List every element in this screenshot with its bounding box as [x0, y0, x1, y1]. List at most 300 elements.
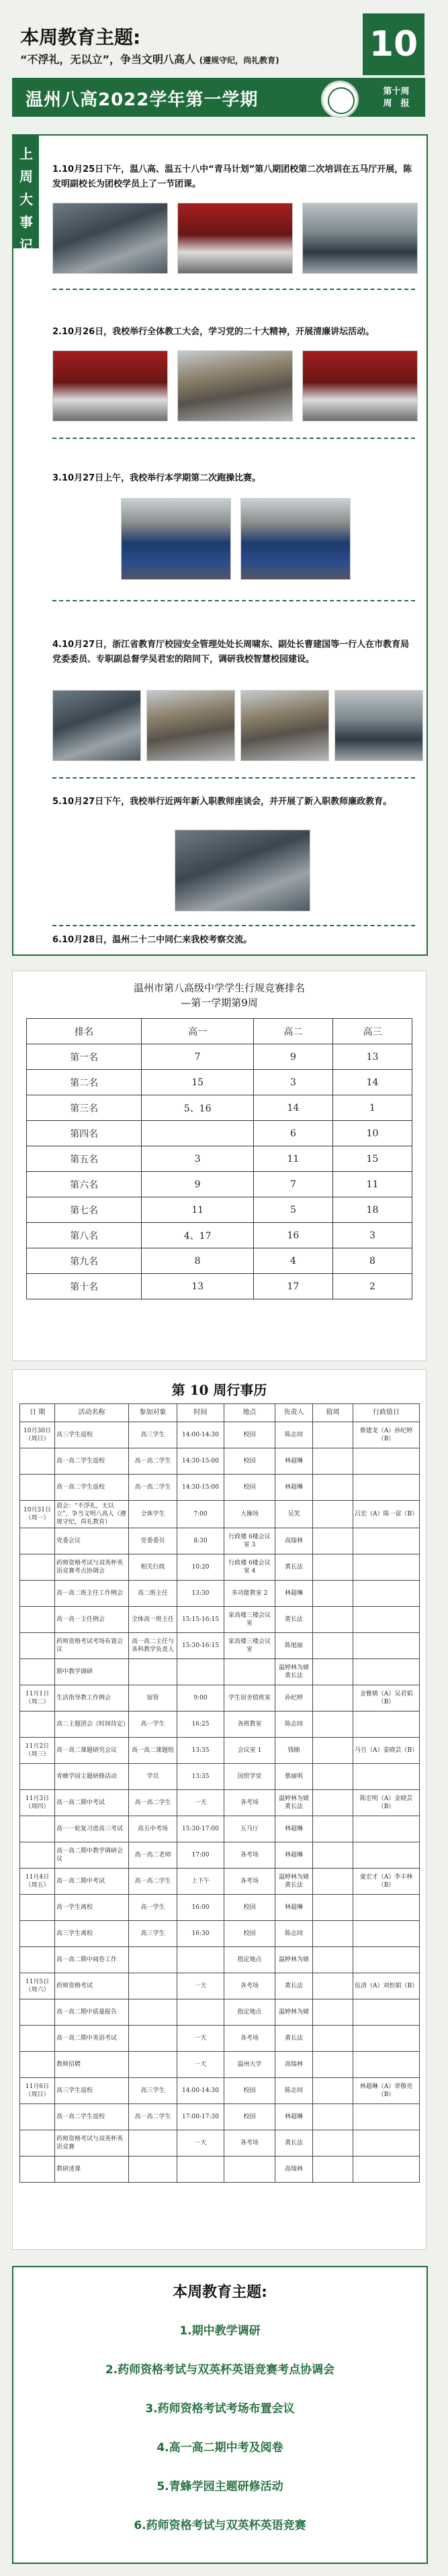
calendar-cell: 指定地点 [224, 1999, 275, 2026]
calendar-row [20, 1475, 420, 1501]
calendar-cell [353, 1842, 420, 1869]
calendar-cell: 温婷林为婧黄长法 [275, 1790, 313, 1816]
ranking-cell: 3 [253, 1070, 332, 1095]
school-logo-icon [321, 81, 359, 118]
calendar-cell [313, 2026, 353, 2052]
calendar-cell: 11月5日（周六） [20, 1973, 55, 1999]
calendar-row [20, 1895, 420, 1921]
calendar-cell: 17:00-17:30 [177, 2104, 224, 2130]
weekly-calendar-section [12, 1369, 427, 2250]
calendar-cell: 相关行政 [129, 1554, 177, 1581]
ranking-row [27, 1070, 412, 1095]
calendar-cell: 林超琳 [275, 1581, 313, 1607]
calendar-row [20, 2157, 420, 2183]
calendar-cell [20, 2052, 55, 2078]
calendar-cell [353, 1895, 420, 1921]
calendar-cell [313, 2157, 353, 2183]
calendar-cell [129, 1973, 177, 1999]
calendar-cell [20, 1816, 55, 1842]
ranking-row [27, 1248, 412, 1274]
calendar-row [20, 1685, 420, 1712]
calendar-cell [353, 2104, 420, 2130]
calendar-cell: 16:25 [177, 1712, 224, 1738]
calendar-cell: 高一高一主任例会 [55, 1607, 129, 1633]
calendar-cell: 10:20 [177, 1554, 224, 1581]
ranking-title: 温州市第八高级中学学生行规竞赛排名 —第一学期第9周 [133, 982, 305, 1009]
event-photos [121, 498, 351, 580]
calendar-cell: 高三学生离校 [55, 1921, 129, 1947]
ranking-cell: 6 [253, 1121, 332, 1146]
ranking-cell: 14 [332, 1070, 412, 1095]
calendar-cell [313, 1999, 353, 2026]
calendar-title: 第 10 周行事历 [171, 1382, 267, 1398]
issue-label [376, 86, 416, 110]
calendar-cell: 金雅婧（A）吴君韬（B） [353, 1685, 420, 1712]
calendar-cell: 高一高二期中教学调研会议 [55, 1842, 129, 1869]
calendar-cell: 全体高一班主任 [129, 1607, 177, 1633]
calendar-cell: 高一高二期中阅卷工作 [55, 1947, 129, 1973]
calendar-cell [20, 2130, 55, 2157]
calendar-cell: 校园 [224, 2078, 275, 2104]
calendar-cell [313, 1659, 353, 1685]
school-title-bar [12, 78, 425, 117]
calendar-cell: 指定地点 [224, 1947, 275, 1973]
calendar-cell [20, 1633, 55, 1659]
calendar-row [20, 1528, 420, 1554]
event-photo [334, 690, 423, 761]
calendar-row [20, 1921, 420, 1947]
calendar-row [20, 1842, 420, 1869]
theme-main-text: “不浮礼，无以立”，争当文明八高人 [20, 53, 196, 66]
ranking-cell: 8 [142, 1248, 254, 1274]
calendar-cell: 高五中考场 [129, 1816, 177, 1842]
calendar-cell: 一天 [177, 2130, 224, 2157]
ranking-cell: 11 [253, 1146, 332, 1172]
calendar-cell: 高一高二学生返校 [55, 1448, 129, 1475]
calendar-cell: 高三学生返校 [55, 2078, 129, 2104]
calendar-cell: 13:35 [177, 1764, 224, 1790]
ranking-cell: 第三名 [27, 1095, 142, 1121]
calendar-cell [353, 2026, 420, 2052]
calendar-header-cell: 活动名称 [55, 1404, 129, 1422]
calendar-row [20, 1764, 420, 1790]
ranking-cell: 第八名 [27, 1223, 142, 1248]
calendar-cell: 14:00-14:30 [177, 1422, 224, 1448]
calendar-cell [313, 1475, 353, 1501]
calendar-cell: 14:00-14:30 [177, 2078, 224, 2104]
last-week-side-label: 上 周 大 事 记 [13, 136, 39, 248]
calendar-cell: 各班教室 [224, 1712, 275, 1738]
calendar-cell: 高一高二学生 [129, 2104, 177, 2130]
ranking-row [27, 1223, 412, 1248]
ranking-table [26, 1018, 412, 1299]
ranking-cell: 1 [332, 1095, 412, 1121]
calendar-cell [177, 2157, 224, 2183]
calendar-cell: 家高楼三楼会议室 [224, 1607, 275, 1633]
this-week-item: 2.药师资格考试与双英杯英语竞赛考点协调会 [105, 2363, 335, 2377]
calendar-cell [313, 1554, 353, 1581]
calendar-cell: 会议室 1 [224, 1738, 275, 1764]
this-week-theme-section [12, 2266, 428, 2564]
calendar-cell: 学员 [129, 1764, 177, 1790]
calendar-cell [313, 1947, 353, 1973]
calendar-cell: 高三学生返校 [55, 1422, 129, 1448]
ranking-cell: 5、16 [142, 1095, 254, 1121]
calendar-cell: 蔡建龙（A）孙纪婷（B） [353, 1422, 420, 1448]
calendar-cell: 高一高二期中考试 [55, 1869, 129, 1895]
calendar-row [20, 2026, 420, 2052]
ranking-cell: 3 [142, 1146, 254, 1172]
calendar-cell: 高二主题团会（时间待定） [55, 1712, 129, 1738]
ranking-cell: 8 [332, 1248, 412, 1274]
calendar-cell: 林超琳 [275, 1475, 313, 1501]
calendar-cell [313, 2130, 353, 2157]
ranking-cell: 2 [332, 1274, 412, 1299]
calendar-cell: 林超琳 [275, 2104, 313, 2130]
issue-label-report: 周 报 [383, 99, 410, 109]
section-divider [52, 289, 415, 290]
calendar-cell [20, 1659, 55, 1685]
calendar-cell: 药师资格考试与双英杯英语竞赛考点协调会 [55, 1554, 129, 1581]
calendar-cell: 温州大学 [224, 2052, 275, 2078]
calendar-cell [313, 1895, 353, 1921]
calendar-row [20, 1973, 420, 1999]
calendar-cell: 孙纪婷 [275, 1685, 313, 1712]
calendar-cell: 钱顺 [275, 1738, 313, 1764]
calendar-cell [313, 1633, 353, 1659]
ranking-cell: 11 [332, 1172, 412, 1197]
calendar-cell: 高一高二主任与各科教学负责人 [129, 1633, 177, 1659]
calendar-row [20, 2104, 420, 2130]
calendar-cell [129, 2130, 177, 2157]
calendar-cell: 高一高二学生返校 [55, 1475, 129, 1501]
calendar-cell: 11月1日（周二） [20, 1685, 55, 1712]
ranking-cell: 第十名 [27, 1274, 142, 1299]
calendar-cell: 高一高二课题组 [129, 1738, 177, 1764]
calendar-cell: 校园 [224, 1475, 275, 1501]
ranking-cell: 第五名 [27, 1146, 142, 1172]
event-item: 3.10月27日上午，我校举行本学期第二次跑操比赛。 [52, 473, 261, 483]
ranking-cell: 10 [332, 1121, 412, 1146]
calendar-cell: 行政楼 6楼会议室 4 [224, 1554, 275, 1581]
ranking-row [27, 1274, 412, 1299]
calendar-cell [313, 1528, 353, 1554]
calendar-cell [353, 1921, 420, 1947]
ranking-row [27, 1044, 412, 1070]
calendar-cell: 各考场 [224, 2130, 275, 2157]
calendar-cell: 高一高二学生返校 [55, 2104, 129, 2130]
event-photo [52, 350, 168, 422]
ranking-row [27, 1121, 412, 1146]
calendar-cell: 期中教学调研 [55, 1659, 129, 1685]
calendar-cell: 高瑞林 [275, 2052, 313, 2078]
calendar-cell: 10月30日（周日） [20, 1422, 55, 1448]
calendar-cell: 林超琳（A）章敬亮（B） [353, 2078, 420, 2104]
issue-label-week: 第十周 [383, 87, 410, 97]
event-photo [240, 498, 351, 580]
education-theme-title: 本周教育主题: [20, 26, 141, 48]
calendar-cell: 16:30 [177, 1921, 224, 1947]
calendar-cell: 高一高二期中考试 [55, 1790, 129, 1816]
calendar-cell: 16:00 [177, 1895, 224, 1921]
calendar-row [20, 1448, 420, 1475]
event-item: 4.10月27日，浙江省教育厅校园安全管理处处长周啸东、副处长曹建国等一行人在市教育局党委委员、专职副总督学吴君宏的陪同下，调研我校智慧校园建设。 [52, 640, 410, 664]
calendar-cell: 11月3日（周四） [20, 1790, 55, 1816]
calendar-cell [20, 1764, 55, 1790]
ranking-cell: 11 [142, 1197, 254, 1223]
calendar-row [20, 2052, 420, 2078]
ranking-row [27, 1172, 412, 1197]
ranking-cell: 第七名 [27, 1197, 142, 1223]
calendar-cell [353, 1581, 420, 1607]
calendar-row [20, 2130, 420, 2157]
calendar-cell: 党委委员 [129, 1528, 177, 1554]
calendar-header-row [20, 1404, 420, 1422]
calendar-cell [353, 1999, 420, 2026]
this-week-item: 3.药师资格考试考场布置会议 [145, 2402, 295, 2416]
calendar-cell: 五马厅 [224, 1816, 275, 1842]
ranking-cell: 4 [253, 1248, 332, 1274]
calendar-row [20, 1422, 420, 1448]
calendar-cell [20, 2157, 55, 2183]
calendar-cell: 高三学生 [129, 1422, 177, 1448]
section-divider [52, 600, 415, 601]
calendar-header-cell: 行政值日 [353, 1404, 420, 1422]
calendar-row [20, 1554, 420, 1581]
calendar-cell: 林超琳 [275, 1816, 313, 1842]
calendar-cell: 11月6日（周日） [20, 2078, 55, 2104]
calendar-cell: 黄长法 [275, 2130, 313, 2157]
calendar-cell: 黄长法 [275, 2026, 313, 2052]
calendar-cell [224, 2157, 275, 2183]
section-divider [52, 925, 415, 926]
calendar-cell: 校园 [224, 1448, 275, 1475]
calendar-cell: 温婷林为婧黄长法 [275, 1869, 313, 1895]
calendar-row [20, 1999, 420, 2026]
event-photos [52, 203, 418, 274]
ranking-cell: 17 [253, 1274, 332, 1299]
calendar-cell: 马旦（A）姜晓芸（B） [353, 1738, 420, 1764]
calendar-cell: 高一高二学生 [129, 1475, 177, 1501]
calendar-cell: 高一高二期中质量报告 [55, 1999, 129, 2026]
calendar-cell: 各考场 [224, 1790, 275, 1816]
calendar-cell: 14:30-15:00 [177, 1475, 224, 1501]
calendar-cell [129, 2157, 177, 2183]
event-photo [177, 350, 293, 422]
calendar-cell: 高一高二学生 [129, 1869, 177, 1895]
calendar-cell [313, 1685, 353, 1712]
event-photo [302, 350, 418, 422]
ranking-cell [142, 1121, 254, 1146]
calendar-cell [20, 1947, 55, 1973]
calendar-header-cell: 参加对象 [129, 1404, 177, 1422]
event-photo [302, 203, 418, 274]
calendar-cell [20, 1712, 55, 1738]
ranking-cell: 16 [253, 1223, 332, 1248]
ranking-header-cell: 排名 [27, 1019, 142, 1044]
calendar-header-cell: 负责人 [275, 1404, 313, 1422]
calendar-cell: 温婷林为婧 [275, 1947, 313, 1973]
calendar-header-cell: 日 期 [20, 1404, 55, 1422]
calendar-cell [313, 1790, 353, 1816]
calendar-cell: 高一高二期中英语考试 [55, 2026, 129, 2052]
event-photo [52, 203, 168, 274]
calendar-cell [313, 2104, 353, 2130]
calendar-cell: 吴笑 [275, 1501, 313, 1528]
calendar-cell: 各考场 [224, 1869, 275, 1895]
ranking-cell: 13 [142, 1274, 254, 1299]
this-week-item: 6.药师资格考试与双英杯英语竞赛 [134, 2519, 306, 2532]
calendar-cell [353, 1764, 420, 1790]
event-item: 1.10月25日下午，温八高、温五十八中“青马计划”第八期团校第二次培训在五马厅开展，陈发明副校长为团校学员上了一节团课。 [52, 164, 412, 189]
calendar-cell: 宿管 [129, 1685, 177, 1712]
calendar-cell: 温婷林为婧黄长法 [275, 1659, 313, 1685]
issue-number: 10 [369, 24, 418, 64]
calendar-cell [353, 2052, 420, 2078]
ranking-cell: 第四名 [27, 1121, 142, 1146]
calendar-cell [353, 1448, 420, 1475]
calendar-cell [129, 2052, 177, 2078]
calendar-cell: 一天 [177, 2052, 224, 2078]
calendar-cell: 林超琳 [275, 1448, 313, 1475]
section-divider [52, 777, 415, 779]
calendar-cell: 药师资格考试与双英杯英语竞赛 [55, 2130, 129, 2157]
calendar-cell [20, 2104, 55, 2130]
calendar-cell: 陈志同 [275, 1921, 313, 1947]
calendar-cell: 9:00 [177, 1685, 224, 1712]
calendar-cell [313, 1712, 353, 1738]
calendar-cell: 11月2日（周三） [20, 1738, 55, 1764]
calendar-cell: 高一高二学生 [129, 1448, 177, 1475]
calendar-cell [20, 1581, 55, 1607]
school-title: 温州八高2022学年第一学期 [26, 90, 259, 110]
calendar-row [20, 2078, 420, 2104]
calendar-cell: 一天 [177, 1790, 224, 1816]
ranking-cell: 18 [332, 1197, 412, 1223]
event-photo [240, 690, 329, 761]
calendar-cell: 校园 [224, 1921, 275, 1947]
calendar-cell: 家高楼三楼会议室 [224, 1633, 275, 1659]
this-week-title: 本周教育主题: [173, 2284, 267, 2301]
calendar-cell [313, 1973, 353, 1999]
calendar-cell [313, 1448, 353, 1475]
calendar-header-cell: 地点 [224, 1404, 275, 1422]
calendar-cell [129, 2026, 177, 2052]
calendar-cell: 各考场 [224, 1842, 275, 1869]
theme-small-text: (遵规守纪，尚礼教育) [199, 56, 279, 65]
calendar-cell: 党委会议 [55, 1528, 129, 1554]
calendar-cell: 全体学生 [129, 1501, 177, 1528]
calendar-cell [313, 1921, 353, 1947]
conduct-ranking-section [12, 971, 427, 1361]
calendar-row [20, 1947, 420, 1973]
calendar-cell [20, 1607, 55, 1633]
calendar-cell: 高一高二学生 [129, 1790, 177, 1816]
calendar-cell: 15:30-16:15 [177, 1633, 224, 1659]
calendar-cell: 高一一轮复习进高三考试 [55, 1816, 129, 1842]
ranking-cell: 13 [332, 1044, 412, 1070]
calendar-cell: 15:15-16:15 [177, 1607, 224, 1633]
calendar-cell: 黄长法 [275, 1973, 313, 1999]
calendar-row [20, 1633, 420, 1659]
report-header [0, 0, 448, 124]
calendar-cell: 药师资格考试 [55, 1973, 129, 1999]
calendar-cell: 校园 [224, 2104, 275, 2130]
calendar-cell: 高三学生 [129, 2078, 177, 2104]
calendar-cell [353, 1633, 420, 1659]
calendar-cell: 10月31日（周一） [20, 1501, 55, 1528]
calendar-cell: 13:35 [177, 1738, 224, 1764]
calendar-cell: 林超琳 [275, 1842, 313, 1869]
event-item: 6.10月28日，温州二十二中同仁来我校考察交流。 [52, 935, 253, 945]
calendar-cell [313, 2052, 353, 2078]
calendar-cell [353, 1947, 420, 1973]
ranking-header-cell: 高一 [142, 1019, 254, 1044]
calendar-cell: 17:00 [177, 1842, 224, 1869]
calendar-cell [353, 1528, 420, 1554]
calendar-cell: 陈志同 [275, 1422, 313, 1448]
calendar-header-cell: 时间 [177, 1404, 224, 1422]
calendar-cell [20, 1448, 55, 1475]
calendar-cell: 学生宿舍值班室 [224, 1685, 275, 1712]
calendar-row [20, 1790, 420, 1816]
calendar-cell: 大操场 [224, 1501, 275, 1528]
ranking-row [27, 1095, 412, 1121]
calendar-cell: 陈旭丽 [275, 1633, 313, 1659]
event-photos [52, 690, 423, 761]
calendar-cell [353, 1607, 420, 1633]
calendar-cell [129, 1999, 177, 2026]
event-photo [121, 498, 231, 580]
calendar-cell [177, 1659, 224, 1685]
calendar-cell: 校园 [224, 1895, 275, 1921]
calendar-table [19, 1403, 420, 2183]
calendar-cell: 行政楼 6楼会议室 3 [224, 1528, 275, 1554]
calendar-cell [313, 1869, 353, 1895]
calendar-cell: 高一高二课题研究会议 [55, 1738, 129, 1764]
calendar-cell: 蔡丽明 [275, 1764, 313, 1790]
ranking-header-cell: 高二 [253, 1019, 332, 1044]
calendar-row [20, 1659, 420, 1685]
ranking-cell: 7 [142, 1044, 254, 1070]
calendar-cell [353, 1475, 420, 1501]
calendar-cell [313, 1816, 353, 1842]
section-divider [52, 438, 415, 439]
event-photos [52, 350, 418, 422]
calendar-cell: 一天 [177, 2026, 224, 2052]
ranking-cell: 3 [332, 1223, 412, 1248]
calendar-cell: 陈志同 [275, 2078, 313, 2104]
ranking-row [27, 1146, 412, 1172]
calendar-cell [129, 1659, 177, 1685]
calendar-cell [20, 1921, 55, 1947]
calendar-row [20, 1581, 420, 1607]
calendar-header-cell: 值周 [313, 1404, 353, 1422]
calendar-cell: 15:30-17:00 [177, 1816, 224, 1842]
calendar-cell: 高瑞林 [275, 1528, 313, 1554]
calendar-cell [177, 1947, 224, 1973]
event-photo [175, 830, 310, 911]
calendar-cell [20, 1842, 55, 1869]
event-photo [177, 203, 293, 274]
this-week-item: 5.青蜂学园主题研修活动 [156, 2480, 283, 2493]
calendar-cell [313, 1501, 353, 1528]
ranking-cell: 15 [332, 1146, 412, 1172]
calendar-cell [353, 2157, 420, 2183]
ranking-cell: 4、17 [142, 1223, 254, 1248]
education-theme-subtitle [20, 51, 279, 66]
calendar-cell: 青蜂学园主题研修活动 [55, 1764, 129, 1790]
